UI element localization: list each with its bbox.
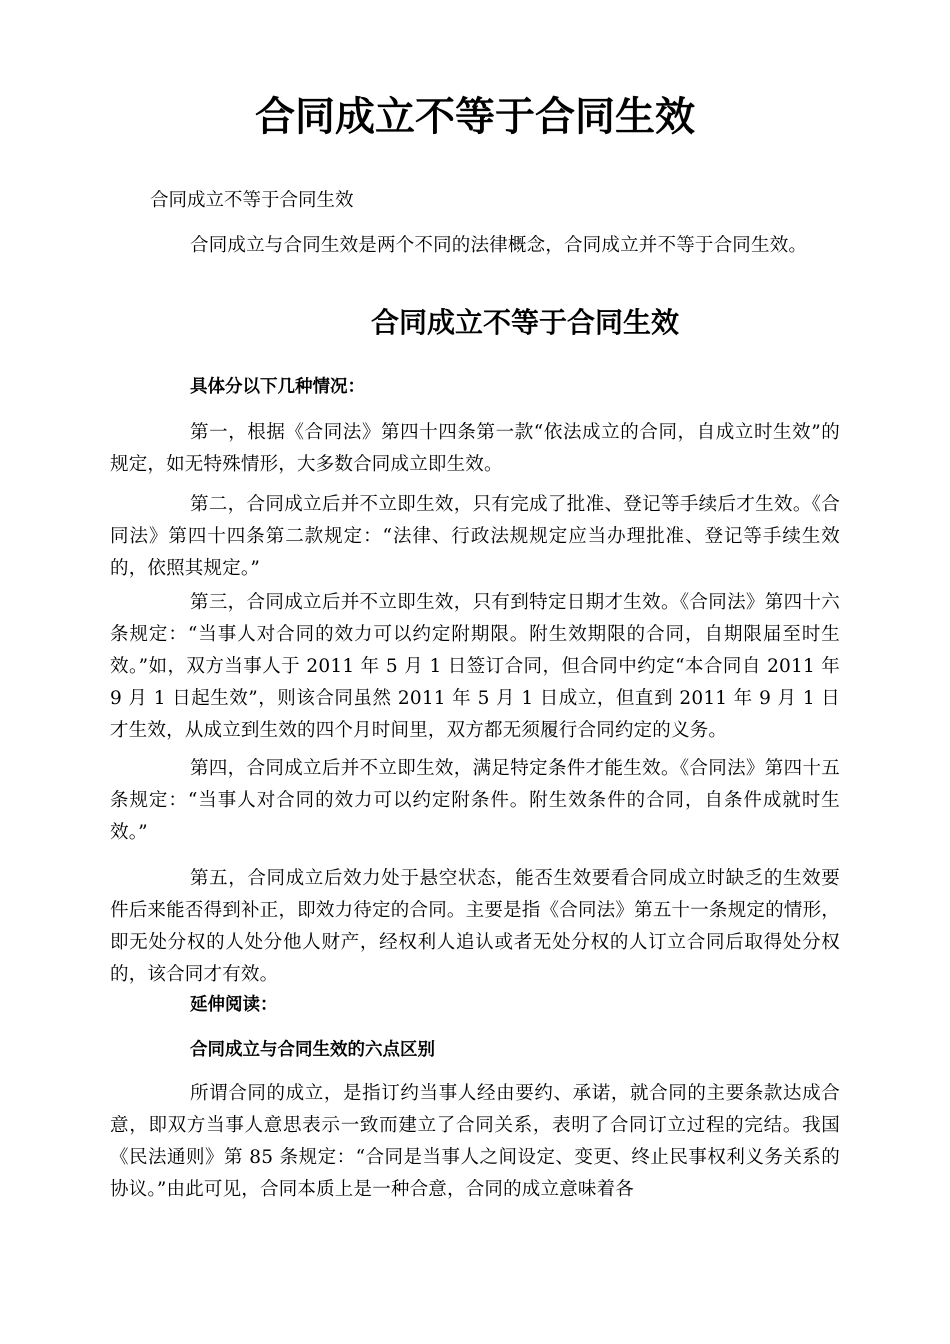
section-title: 合同成立不等于合同生效 — [370, 306, 679, 339]
paragraph-fifth: 第五，合同成立后效力处于悬空状态，能否生效要看合同成立时缺乏的生效要件后来能否得到补正，即效力待定的合同。主要是指《合同法》第五十一条规定的情形，即无处分权的人处分他人财产，经权利人追认或者无处分权的人订立合同后取得处分权的，该合同才有效。 — [110, 868, 840, 985]
paragraph-first: 第一，根据《合同法》第四十四条第一款“依法成立的合同，自成立时生效”的规定，如无特殊情形，大多数合同成立即生效。 — [110, 422, 840, 475]
further-reading-heading: 延伸阅读： — [190, 995, 278, 1015]
paragraph-second: 第二，合同成立后并不立即生效，只有完成了批准、登记等手续后才生效。《合同法》第四十四条第二款规定：“法律、行政法规规定应当办理批准、登记等手续生效的，依照其规定。” — [110, 494, 840, 579]
paragraph-third: 第三，合同成立后并不立即生效，只有到特定日期才生效。《合同法》第四十六条规定：“当事人对合同的效力可以约定附期限。附生效期限的合同，自期限届至时生效。”如，双方当事人于 2011 年 5 月 1 日签订合同，但合同中约定“本合同自 2011 年 9 月 1 日起生效”，则该合同虽然 2011 年 5 月 1 日成立，但直到 2011 年 9 月 1 日才生效，从成立到生效的四个月时间里，双方都无须履行合同约定的义务。 — [110, 592, 840, 741]
main-title: 合同成立不等于合同生效 — [255, 94, 695, 140]
intro-paragraph: 合同成立与合同生效是两个不同的法律概念，合同成立并不等于合同生效。 — [190, 235, 808, 256]
subtitle-line: 合同成立不等于合同生效 — [150, 190, 354, 211]
six-points-heading: 合同成立与合同生效的六点区别 — [190, 1040, 435, 1060]
paragraph-fourth: 第四，合同成立后并不立即生效，满足特定条件才能生效。《合同法》第四十五条规定：“当事人对合同的效力可以约定附条件。附生效条件的合同，自条件成就时生效。” — [110, 758, 840, 843]
situations-heading: 具体分以下几种情况： — [190, 377, 365, 397]
final-paragraph: 所谓合同的成立，是指订约当事人经由要约、承诺，就合同的主要条款达成合意，即双方当事人意思表示一致而建立了合同关系，表明了合同订立过程的完结。我国《民法通则》第 85 条规定：“合同是当事人之间设定、变更、终止民事权利义务关系的协议。”由此可见，合同本质上是一种合意，合同的成立意味着各 — [110, 1083, 840, 1200]
